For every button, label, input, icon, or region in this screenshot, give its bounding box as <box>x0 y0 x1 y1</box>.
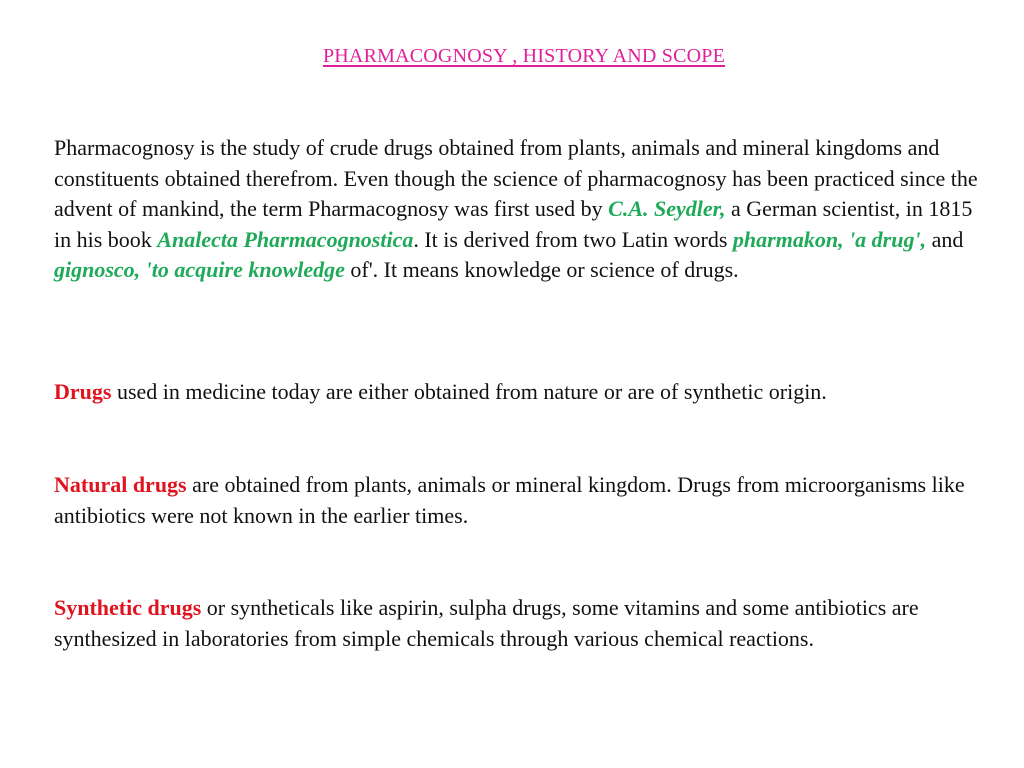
drugs-term: Drugs <box>54 379 112 404</box>
latin-word-gignosco: gignosco, 'to acquire knowledge <box>54 257 345 282</box>
drugs-text: used in medicine today are either obtained from nature or are of synthetic origin. <box>111 379 827 404</box>
synthetic-drugs-term: Synthetic drugs <box>54 595 202 620</box>
intro-text-5: of'. It means knowledge or science of drugs. <box>344 257 739 282</box>
natural-drugs-term: Natural drugs <box>54 472 187 497</box>
book-title: Analecta Pharmacognostica <box>157 226 414 252</box>
synthetic-drugs-paragraph <box>54 593 994 654</box>
intro-text-2: a German scientist, in 1815 in his book <box>54 196 973 252</box>
drugs-paragraph <box>54 377 994 408</box>
synthetic-drugs-text: or syntheticals like aspirin, sulpha drugs, some vitamins and some antibiotics are synthesized in laboratories from simple chemicals through various chemical reactions. <box>54 595 919 651</box>
scientist-name: C.A. Seydler, <box>608 196 726 221</box>
intro-text-3: . It is derived from two Latin words <box>413 226 733 252</box>
natural-drugs-paragraph <box>54 470 994 531</box>
page-title: PHARMACOGNOSY , HISTORY AND SCOPE <box>322 45 726 67</box>
intro-text-1: Pharmacognosy is the study of crude drugs obtained from plants, animals and mineral kingdoms and constituents obtained therefrom. Even though the science of pharmacognosy has been practiced since the advent of mankind, the term Pharmacognosy was first used by <box>54 135 978 221</box>
intro-text-4: and <box>926 226 964 252</box>
natural-drugs-text: are obtained from plants, animals or mineral kingdom. Drugs from microorganisms like antibiotics were not known in the earlier times. <box>54 472 965 528</box>
intro-paragraph <box>54 133 994 286</box>
latin-word-pharmakon: pharmakon, 'a drug', <box>732 226 927 252</box>
